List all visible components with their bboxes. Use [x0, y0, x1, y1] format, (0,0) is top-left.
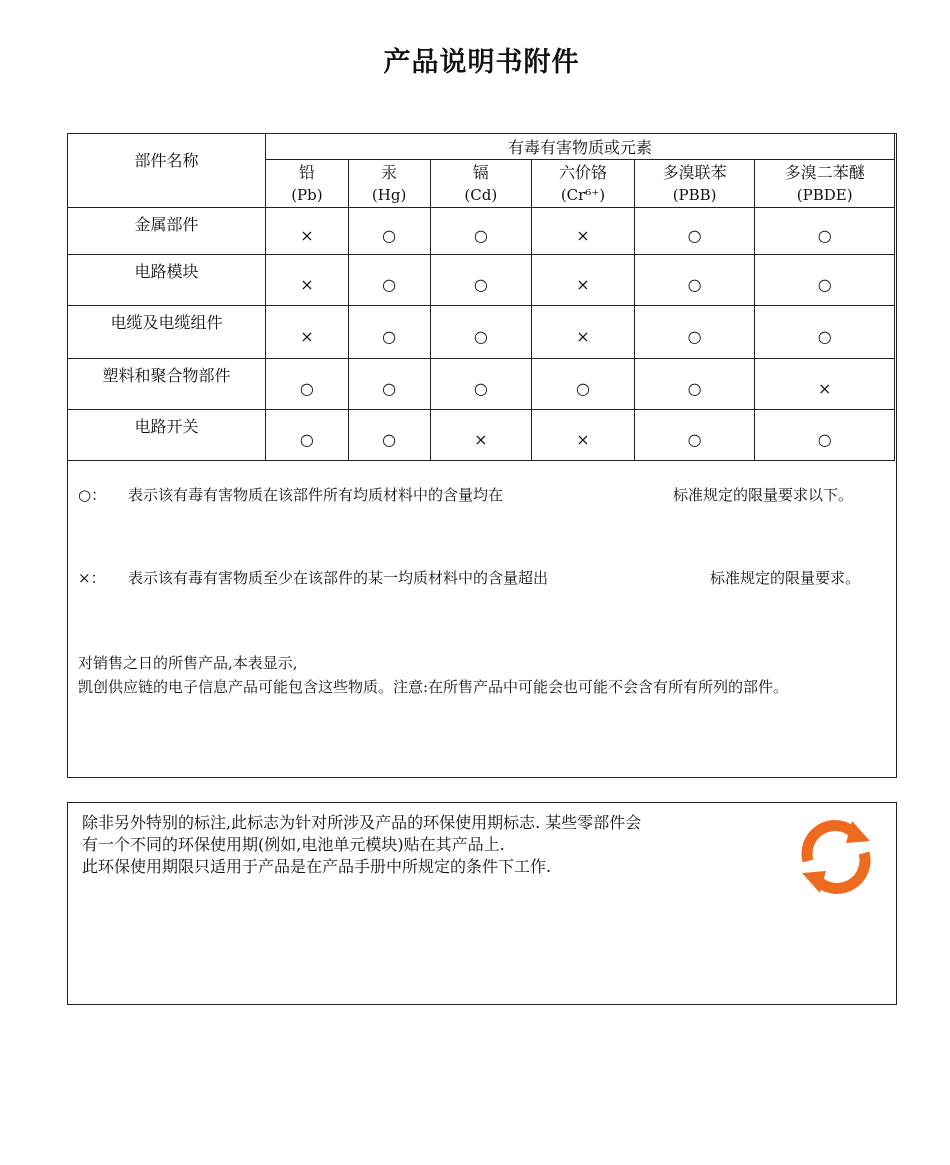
part-name-header: 部件名称 — [68, 134, 266, 208]
environment-line: 此环保使用期限只适用于产品是在产品手册中所规定的条件下工作. — [82, 857, 552, 876]
substance-name: 铅 — [298, 162, 315, 182]
substance-symbol: (Cd) — [464, 185, 498, 204]
substance-name: 汞 — [381, 162, 398, 182]
substance-header — [634, 160, 755, 208]
mark-cell: ○ — [755, 255, 895, 306]
part-name: 电路开关 — [68, 410, 266, 461]
page-title: 产品说明书附件 — [383, 47, 580, 78]
environment-box — [67, 802, 897, 1005]
substance-symbol: (Pb) — [291, 185, 323, 204]
mark-cell: ○ — [266, 410, 349, 461]
recycle-arrows-icon — [796, 819, 876, 895]
mark-cell: ○ — [634, 208, 755, 255]
mark-cell: × — [532, 410, 635, 461]
mark-cell: × — [266, 306, 349, 359]
mark-cell: × — [266, 255, 349, 306]
mark-cell: ○ — [430, 255, 532, 306]
substance-header — [532, 160, 635, 208]
mark-cell: × — [532, 208, 635, 255]
part-name: 金属部件 — [68, 208, 266, 255]
substance-symbol: (PBDE) — [796, 185, 853, 204]
table-row — [68, 255, 895, 306]
hazard-table — [67, 133, 895, 461]
substance-symbol: (PBB) — [672, 185, 717, 204]
sales-note-line1: 对销售之日的所售产品,本表显示, — [78, 654, 298, 672]
substance-name: 六价铬 — [558, 162, 607, 182]
mark-cell: × — [532, 255, 635, 306]
substances-header: 有毒有害物质或元素 — [266, 134, 895, 160]
table-row — [68, 410, 895, 461]
mark-cell: × — [430, 410, 532, 461]
mark-cell: ○ — [532, 359, 635, 410]
circle-note-text: 表示该有毒有害物质在该部件所有均质材料中的含量均在 — [128, 486, 504, 504]
substance-symbol: (Hg) — [371, 185, 407, 204]
mark-cell: × — [755, 359, 895, 410]
substance-header — [348, 160, 430, 208]
sales-note-line2: 凯创供应链的电子信息产品可能包含这些物质。注意:在所售产品中可能会也可能不会含有所有所列的部件。 — [78, 678, 789, 696]
substance-header — [266, 160, 349, 208]
substance-name: 多溴联苯 — [662, 162, 727, 182]
table-row — [68, 359, 895, 410]
part-name: 塑料和聚合物部件 — [68, 359, 266, 410]
mark-cell: ○ — [348, 306, 430, 359]
part-name: 电缆及电缆组件 — [68, 306, 266, 359]
circle-note-tail: 标准规定的限量要求以下。 — [673, 486, 854, 504]
mark-cell: ○ — [348, 359, 430, 410]
cross-note-symbol: ×： — [78, 569, 106, 587]
mark-cell: ○ — [348, 255, 430, 306]
mark-cell: ○ — [634, 306, 755, 359]
mark-cell: ○ — [755, 306, 895, 359]
substance-symbol: (Cr⁶⁺) — [560, 185, 606, 204]
mark-cell: ○ — [266, 359, 349, 410]
hazard-table-box — [67, 133, 897, 778]
cross-note-tail: 标准规定的限量要求。 — [710, 569, 861, 587]
mark-cell: ○ — [430, 359, 532, 410]
mark-cell: ○ — [755, 208, 895, 255]
circle-note-symbol: ○： — [78, 486, 107, 504]
substance-name: 多溴二苯醚 — [784, 162, 865, 182]
cross-note-text: 表示该有毒有害物质至少在该部件的某一均质材料中的含量超出 — [128, 569, 549, 587]
environment-line: 除非另外特别的标注,此标志为针对所涉及产品的环保使用期标志. 某些零部件会 — [82, 813, 642, 832]
environment-line: 有一个不同的环保使用期(例如,电池单元模块)贴在其产品上. — [82, 835, 505, 854]
mark-cell: ○ — [430, 208, 532, 255]
table-row — [68, 306, 895, 359]
environment-text — [82, 812, 641, 878]
substance-header — [430, 160, 532, 208]
mark-cell: ○ — [634, 255, 755, 306]
substance-name: 镉 — [472, 162, 489, 182]
table-row — [68, 208, 895, 255]
part-name: 电路模块 — [68, 255, 266, 306]
mark-cell: ○ — [348, 208, 430, 255]
mark-cell: ○ — [430, 306, 532, 359]
substance-header — [755, 160, 895, 208]
mark-cell: ○ — [634, 410, 755, 461]
mark-cell: ○ — [348, 410, 430, 461]
mark-cell: × — [266, 208, 349, 255]
mark-cell: ○ — [634, 359, 755, 410]
mark-cell: ○ — [755, 410, 895, 461]
mark-cell: × — [532, 306, 635, 359]
